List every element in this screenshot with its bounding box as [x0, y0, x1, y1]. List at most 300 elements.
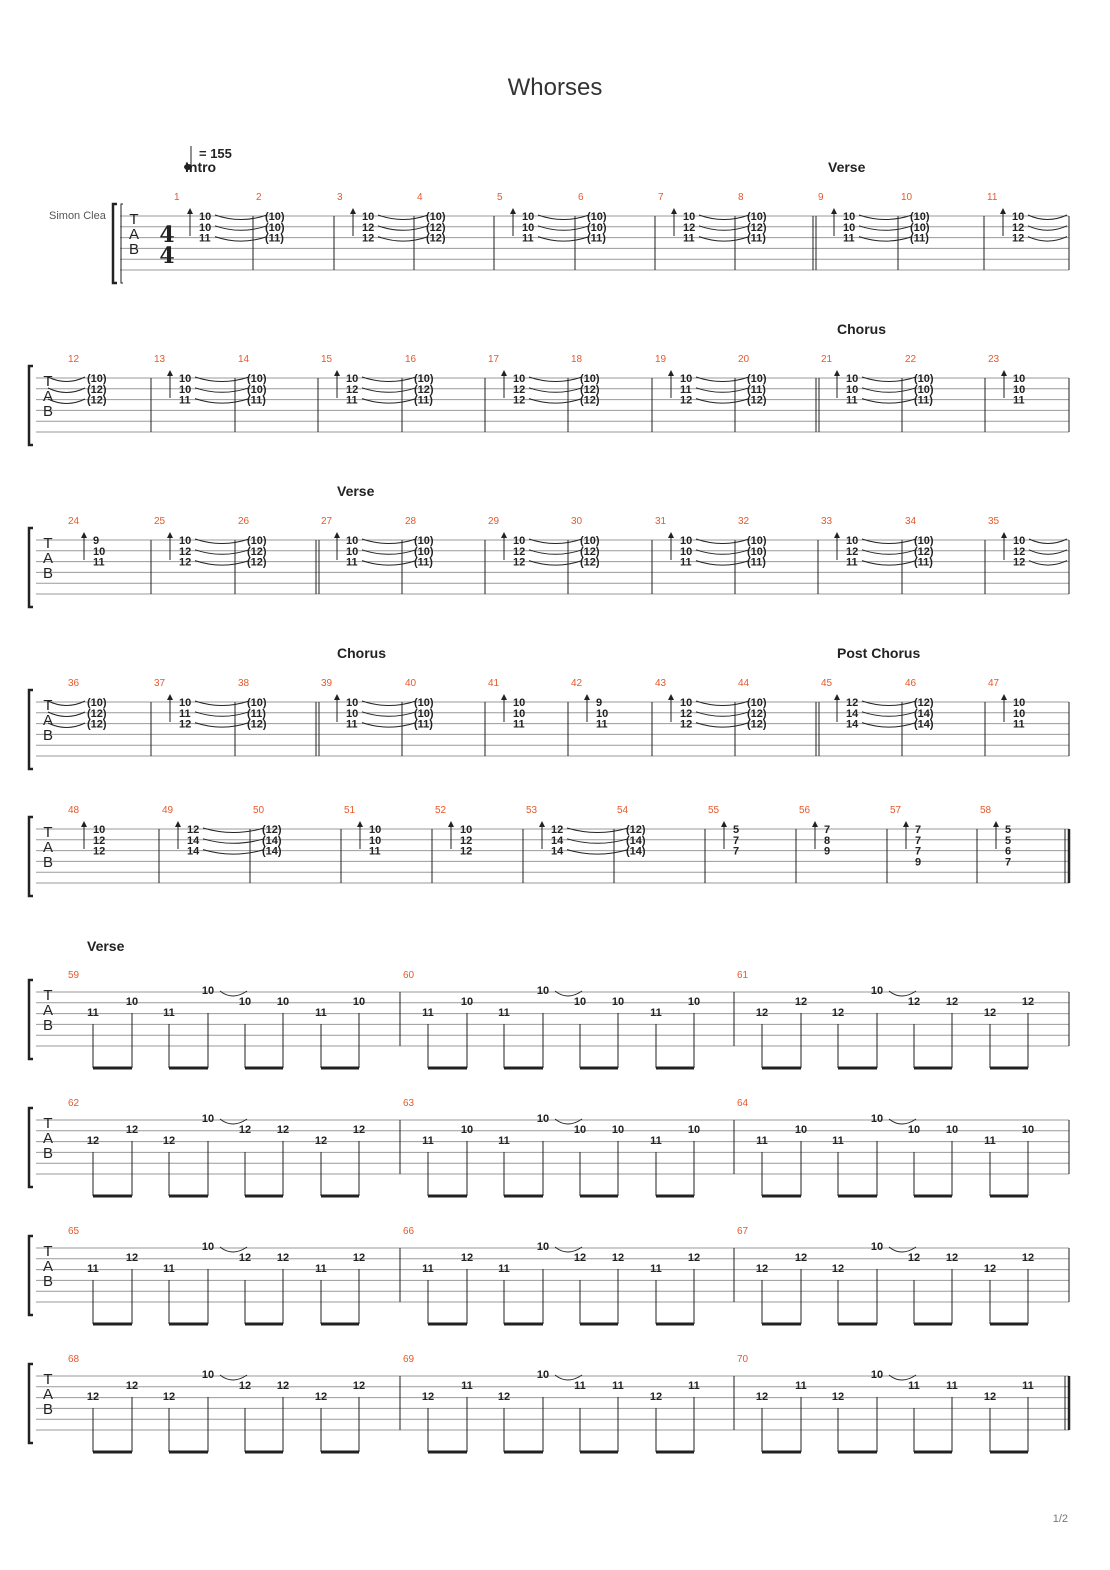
- measure-19: [655, 354, 692, 407]
- fret-number: 10: [536, 1113, 550, 1125]
- section-marker: Verse: [87, 938, 125, 954]
- fret-number: 11: [522, 232, 534, 245]
- fret-number: 7: [915, 834, 922, 847]
- fret-number: 12: [497, 1391, 511, 1403]
- upstroke-arrow-icon: [187, 208, 193, 214]
- tab-clef-letter: A: [42, 1002, 54, 1019]
- measure-number: 6: [578, 192, 584, 203]
- fret-number: 12: [460, 1252, 474, 1264]
- fret-number: 10: [1021, 1124, 1035, 1136]
- measure-number: 32: [738, 516, 750, 527]
- measure-67: [737, 1226, 1034, 1324]
- riff-system-2: [29, 1098, 1069, 1196]
- fret-number: 11: [683, 232, 695, 245]
- fret-number: 12: [983, 1391, 997, 1403]
- measure-42: [571, 678, 608, 731]
- fret-number-held: (12): [747, 707, 767, 720]
- measure-55: [708, 805, 739, 858]
- upstroke-arrow-icon: [668, 694, 674, 700]
- fret-number: 12: [831, 1263, 845, 1275]
- measure-24: [68, 516, 105, 569]
- fret-number-held: (10): [747, 373, 767, 385]
- measure-number: 60: [403, 970, 415, 981]
- fret-number: 12: [93, 834, 106, 847]
- measure-4: [417, 192, 446, 245]
- system-bracket: [29, 1236, 33, 1315]
- fret-number: 10: [680, 535, 693, 547]
- measure-number: 63: [403, 1098, 415, 1109]
- fret-number: 10: [460, 824, 473, 836]
- fret-number: 10: [1013, 383, 1026, 396]
- fret-number-held: (12): [580, 545, 600, 558]
- fret-number: 10: [352, 996, 366, 1008]
- section-marker: Chorus: [337, 645, 386, 661]
- upstroke-arrow-icon: [510, 208, 516, 214]
- fret-number: 12: [683, 221, 696, 234]
- measure-number: 48: [68, 805, 80, 816]
- measure-number: 22: [905, 354, 917, 365]
- fret-number-held: (12): [414, 383, 434, 396]
- fret-number-held: (12): [262, 824, 282, 836]
- tab-clef-letter: A: [42, 1258, 54, 1275]
- fret-number: 12: [794, 996, 808, 1008]
- measure-number: 64: [737, 1098, 749, 1109]
- measure-16: [405, 354, 434, 407]
- tab-clef-letter: T: [43, 1115, 53, 1132]
- fret-number: 11: [574, 1380, 586, 1392]
- measure-number: 54: [617, 805, 629, 816]
- fret-number: 10: [1013, 373, 1026, 385]
- time-signature-top: 4: [159, 222, 175, 248]
- fret-number: 10: [201, 1369, 215, 1381]
- measure-58: [980, 805, 1011, 868]
- measure-number: 41: [488, 678, 500, 689]
- fret-number: 11: [315, 1007, 327, 1019]
- fret-number: 7: [824, 824, 831, 836]
- measure-29: [488, 516, 525, 569]
- fret-number-held: (12): [247, 556, 267, 569]
- fret-number: 11: [315, 1263, 327, 1275]
- fret-number: 12: [1012, 221, 1025, 234]
- fret-number: 12: [1013, 556, 1026, 569]
- measure-66: [403, 1226, 700, 1324]
- tab-system-4: [29, 645, 1069, 769]
- fret-number: 10: [683, 211, 696, 223]
- measure-35: [988, 516, 1025, 569]
- fret-number: 10: [93, 824, 106, 836]
- fret-number: 10: [870, 1369, 884, 1381]
- fret-number-held: (12): [626, 824, 646, 836]
- section-marker: Chorus: [837, 321, 886, 337]
- fret-number: 11: [756, 1135, 768, 1147]
- fret-number: 10: [945, 1124, 959, 1136]
- fret-number: 5: [1005, 834, 1012, 847]
- fret-number-held: (11): [914, 556, 933, 569]
- upstroke-arrow-icon: [834, 370, 840, 376]
- system-bracket: [29, 980, 33, 1059]
- fret-number-held: (12): [426, 232, 446, 245]
- system-bracket: [29, 528, 33, 607]
- measure-1: [174, 192, 211, 245]
- measure-32: [738, 516, 767, 569]
- fret-number: 12: [460, 845, 473, 858]
- fret-number: 12: [314, 1135, 328, 1147]
- upstroke-arrow-icon: [81, 532, 87, 538]
- fret-number: 12: [680, 707, 693, 720]
- fret-number: 11: [346, 718, 358, 731]
- fret-number-held: (14): [626, 845, 646, 858]
- measure-11: [987, 192, 1024, 245]
- upstroke-arrow-icon: [834, 694, 840, 700]
- measure-27: [321, 516, 358, 569]
- fret-number: 10: [680, 545, 693, 558]
- system-bracket: [29, 690, 33, 769]
- fret-number-held: (10): [87, 697, 107, 709]
- fret-number-held: (11): [247, 707, 266, 720]
- fret-number: 11: [612, 1380, 624, 1392]
- fret-number: 5: [733, 824, 740, 836]
- fret-number-held: (10): [910, 221, 930, 234]
- fret-number: 10: [522, 211, 535, 223]
- system-bracket: [113, 204, 117, 283]
- fret-number-held: (12): [426, 221, 446, 234]
- fret-number: 12: [238, 1124, 252, 1136]
- fret-number: 12: [125, 1124, 139, 1136]
- measure-number: 26: [238, 516, 250, 527]
- fret-number: 10: [611, 996, 625, 1008]
- measure-2: [256, 192, 285, 245]
- tab-clef-letter: T: [43, 373, 53, 390]
- fret-number: 12: [86, 1135, 100, 1147]
- fret-number: 12: [1012, 232, 1025, 245]
- tab-clef-letter: B: [42, 854, 54, 871]
- measure-56: [799, 805, 830, 858]
- measure-number: 70: [737, 1354, 749, 1365]
- fret-number: 12: [983, 1007, 997, 1019]
- measure-number: 37: [154, 678, 166, 689]
- measure-60: [403, 970, 700, 1068]
- fret-number-held: (12): [247, 545, 267, 558]
- fret-number: 12: [649, 1391, 663, 1403]
- measure-18: [571, 354, 600, 407]
- measure-number: 28: [405, 516, 417, 527]
- measure-number: 1: [174, 192, 180, 203]
- tab-clef-letter: T: [129, 211, 139, 228]
- fret-number: 10: [276, 996, 290, 1008]
- system-bracket: [29, 1364, 33, 1443]
- fret-number: 12: [755, 1263, 769, 1275]
- fret-number: 12: [276, 1252, 290, 1264]
- upstroke-arrow-icon: [831, 208, 837, 214]
- tab-system-2: [29, 321, 1069, 445]
- measure-48: [68, 805, 105, 858]
- fret-number: 12: [846, 697, 859, 709]
- measure-number: 49: [162, 805, 174, 816]
- fret-number-held: (10): [414, 535, 434, 547]
- measure-number: 59: [68, 970, 80, 981]
- tab-clef-letter: B: [128, 241, 140, 258]
- fret-number-held: (10): [580, 535, 600, 547]
- fret-number-held: (14): [914, 707, 934, 720]
- measure-54: [617, 805, 646, 858]
- measure-number: 2: [256, 192, 262, 203]
- fret-number: 7: [733, 845, 740, 858]
- fret-number: 10: [460, 996, 474, 1008]
- fret-number: 11: [596, 718, 608, 731]
- fret-number: 11: [498, 1135, 510, 1147]
- fret-number: 11: [179, 394, 191, 407]
- measure-8: [738, 192, 767, 245]
- fret-number: 12: [162, 1391, 176, 1403]
- measure-number: 40: [405, 678, 417, 689]
- section-marker: Verse: [828, 159, 866, 175]
- fret-number: 14: [846, 707, 859, 720]
- fret-number: 7: [915, 845, 922, 858]
- measure-number: 16: [405, 354, 417, 365]
- tab-clef-letter: T: [43, 987, 53, 1004]
- fret-number-held: (10): [747, 211, 767, 223]
- system-bracket: [29, 366, 33, 445]
- measure-number: 67: [737, 1226, 749, 1237]
- fret-number-held: (10): [914, 383, 934, 396]
- fret-number: 12: [238, 1252, 252, 1264]
- measure-number: 7: [658, 192, 664, 203]
- fret-number: 10: [794, 1124, 808, 1136]
- fret-number: 14: [551, 834, 564, 847]
- measure-34: [905, 516, 934, 569]
- fret-number: 12: [573, 1252, 587, 1264]
- tab-clef-letter: B: [42, 1017, 54, 1034]
- measure-number: 65: [68, 1226, 80, 1237]
- fret-number: 7: [915, 824, 922, 836]
- measure-61: [737, 970, 1034, 1068]
- fret-number: 11: [650, 1263, 662, 1275]
- song-title: Whorses: [507, 74, 603, 101]
- measure-51: [344, 805, 381, 858]
- fret-number-held: (11): [914, 394, 933, 407]
- fret-number-held: (11): [414, 556, 433, 569]
- fret-number: 11: [369, 845, 381, 858]
- measure-number: 42: [571, 678, 583, 689]
- measure-number: 39: [321, 678, 333, 689]
- fret-number: 12: [125, 1380, 139, 1392]
- tab-clef-letter: T: [43, 1371, 53, 1388]
- measure-number: 62: [68, 1098, 80, 1109]
- fret-number-held: (12): [747, 221, 767, 234]
- measure-52: [435, 805, 472, 858]
- fret-number: 12: [179, 556, 192, 569]
- measure-20: [738, 354, 767, 407]
- fret-number: 12: [945, 1252, 959, 1264]
- measure-49: [162, 805, 200, 858]
- fret-number: 10: [846, 373, 859, 385]
- fret-number: 12: [362, 221, 375, 234]
- fret-number-held: (10): [914, 373, 934, 385]
- fret-number: 10: [687, 996, 701, 1008]
- fret-number: 11: [680, 556, 692, 569]
- measure-number: 44: [738, 678, 750, 689]
- section-marker: Verse: [337, 483, 375, 499]
- section-marker: Intro: [185, 159, 217, 175]
- fret-number: 12: [794, 1252, 808, 1264]
- upstroke-arrow-icon: [167, 694, 173, 700]
- fret-number-held: (11): [247, 394, 266, 407]
- fret-number: 10: [93, 545, 106, 558]
- fret-number-held: (10): [414, 697, 434, 709]
- fret-number: 10: [573, 1124, 587, 1136]
- fret-number: 12: [93, 845, 106, 858]
- tab-clef-letter: A: [42, 839, 54, 856]
- measure-number: 5: [497, 192, 503, 203]
- fret-number-held: (10): [914, 535, 934, 547]
- measure-47: [988, 678, 1025, 731]
- tab-clef-letter: B: [42, 565, 54, 582]
- fret-number: 14: [187, 845, 200, 858]
- fret-number: 8: [824, 834, 831, 847]
- fret-number-held: (12): [580, 556, 600, 569]
- fret-number: 12: [907, 996, 921, 1008]
- system-bracket: [29, 817, 33, 896]
- fret-number: 9: [93, 535, 100, 547]
- fret-number: 6: [1005, 845, 1012, 858]
- fret-number: 11: [1022, 1380, 1034, 1392]
- measure-43: [655, 678, 692, 731]
- measure-number: 45: [821, 678, 833, 689]
- tab-clef-letter: A: [42, 1130, 54, 1147]
- upstroke-arrow-icon: [334, 370, 340, 376]
- measure-7: [658, 192, 695, 245]
- fret-number-held: (10): [414, 707, 434, 720]
- measure-44: [738, 678, 767, 731]
- upstroke-arrow-icon: [539, 821, 545, 827]
- fret-number-held: (10): [587, 211, 607, 223]
- fret-number: 12: [945, 996, 959, 1008]
- fret-number: 11: [498, 1007, 510, 1019]
- measure-10: [901, 192, 930, 245]
- upstroke-arrow-icon: [501, 370, 507, 376]
- measure-number: 8: [738, 192, 744, 203]
- tab-clef-letter: B: [42, 1273, 54, 1290]
- fret-number-held: (12): [87, 394, 107, 407]
- fret-number: 10: [346, 373, 359, 385]
- fret-number-held: (11): [747, 232, 766, 245]
- fret-number: 12: [755, 1007, 769, 1019]
- fret-number: 10: [513, 707, 526, 720]
- fret-number: 11: [1013, 394, 1025, 407]
- fret-number: 10: [536, 1241, 550, 1253]
- fret-number: 10: [201, 1241, 215, 1253]
- fret-number: 10: [199, 221, 212, 234]
- fret-number-held: (10): [87, 373, 107, 385]
- fret-number: 10: [346, 697, 359, 709]
- tab-clef-letter: B: [42, 1145, 54, 1162]
- upstroke-arrow-icon: [721, 821, 727, 827]
- upstroke-arrow-icon: [350, 208, 356, 214]
- fret-number-held: (12): [247, 718, 267, 731]
- riff-system-1: [29, 938, 1069, 1068]
- upstroke-arrow-icon: [993, 821, 999, 827]
- fret-number: 12: [421, 1391, 435, 1403]
- fret-number: 11: [346, 394, 358, 407]
- measure-31: [655, 516, 692, 569]
- measure-25: [154, 516, 191, 569]
- fret-number: 11: [846, 394, 858, 407]
- fret-number: 7: [1005, 856, 1012, 869]
- tempo-value: = 155: [199, 146, 232, 161]
- measure-number: 25: [154, 516, 166, 527]
- upstroke-arrow-icon: [334, 532, 340, 538]
- measure-37: [154, 678, 191, 731]
- fret-number-held: (10): [265, 211, 285, 223]
- measure-45: [821, 678, 859, 731]
- measure-number: 31: [655, 516, 667, 527]
- fret-number: 9: [915, 856, 922, 869]
- tab-system-3: [29, 483, 1069, 607]
- upstroke-arrow-icon: [1001, 532, 1007, 538]
- upstroke-arrow-icon: [903, 821, 909, 827]
- fret-number: 12: [680, 394, 693, 407]
- fret-number: 10: [201, 1113, 215, 1125]
- measure-number: 3: [337, 192, 343, 203]
- fret-number: 10: [687, 1124, 701, 1136]
- fret-number-held: (12): [87, 718, 107, 731]
- measure-number: 68: [68, 1354, 80, 1365]
- fret-number: 11: [984, 1135, 996, 1147]
- upstroke-arrow-icon: [1000, 208, 1006, 214]
- fret-number-held: (10): [426, 211, 446, 223]
- fret-number: 11: [422, 1263, 434, 1275]
- measure-40: [405, 678, 434, 731]
- upstroke-arrow-icon: [167, 370, 173, 376]
- fret-number: 11: [461, 1380, 473, 1392]
- section-marker: Post Chorus: [837, 645, 921, 661]
- riff-system-3: [29, 1226, 1069, 1324]
- fret-number: 10: [513, 697, 526, 709]
- tab-clef-letter: B: [42, 727, 54, 744]
- measure-50: [253, 805, 282, 858]
- measure-33: [821, 516, 858, 569]
- fret-number: 12: [611, 1252, 625, 1264]
- upstroke-arrow-icon: [668, 370, 674, 376]
- fret-number: 10: [596, 707, 609, 720]
- measure-number: 33: [821, 516, 833, 527]
- fret-number: 10: [1013, 707, 1026, 720]
- fret-number: 11: [346, 556, 358, 569]
- measure-number: 35: [988, 516, 1000, 527]
- measure-number: 10: [901, 192, 913, 203]
- fret-number: 11: [680, 383, 692, 396]
- upstroke-arrow-icon: [501, 694, 507, 700]
- measure-number: 52: [435, 805, 447, 816]
- measure-17: [488, 354, 525, 407]
- upstroke-arrow-icon: [834, 532, 840, 538]
- fret-number: 12: [352, 1124, 366, 1136]
- fret-number-held: (10): [747, 697, 767, 709]
- upstroke-arrow-icon: [175, 821, 181, 827]
- fret-number: 10: [513, 373, 526, 385]
- tab-system-1: [113, 159, 1069, 283]
- fret-number: 12: [179, 718, 192, 731]
- fret-number-held: (10): [747, 545, 767, 558]
- fret-number-held: (11): [414, 394, 433, 407]
- fret-number: 10: [680, 697, 693, 709]
- measure-number: 23: [988, 354, 1000, 365]
- upstroke-arrow-icon: [671, 208, 677, 214]
- fret-number: 12: [362, 232, 375, 245]
- fret-number-held: (14): [914, 718, 934, 731]
- measure-21: [821, 354, 858, 407]
- fret-number: 12: [352, 1252, 366, 1264]
